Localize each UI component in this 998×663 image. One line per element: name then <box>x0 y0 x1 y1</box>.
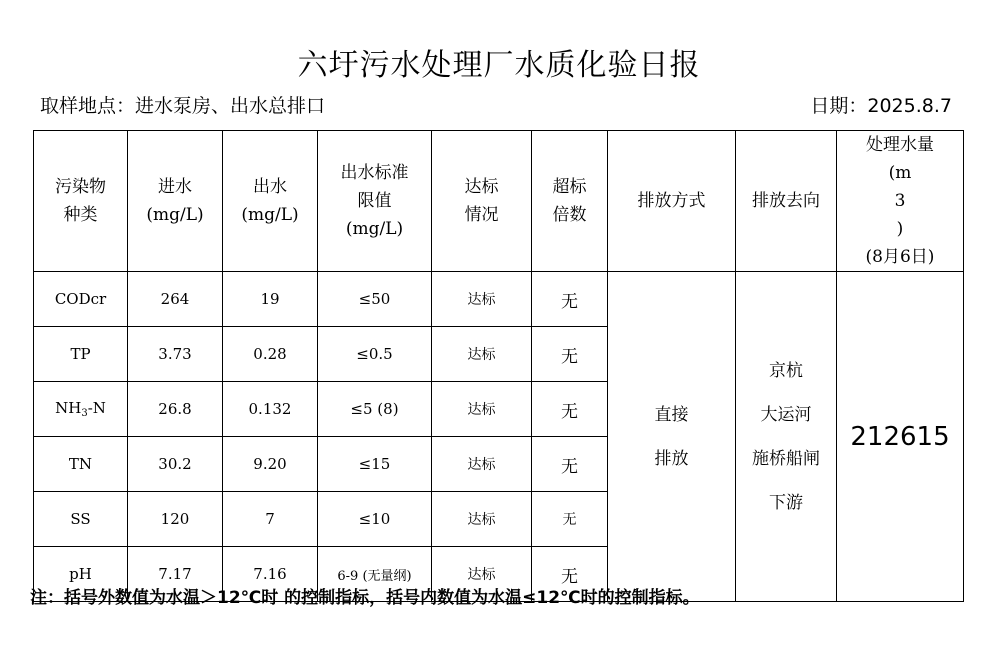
cell-status: 达标 <box>432 272 532 327</box>
cell-limit: 6-9 (无量纲) <box>318 547 432 602</box>
cell-pollutant: CODcr <box>34 272 128 327</box>
cell-status: 达标 <box>432 327 532 382</box>
cell-influent: 3.73 <box>128 327 223 382</box>
direction-text: 大运河 <box>760 404 812 425</box>
header-compliance <box>432 131 532 272</box>
report-date: 日期：2025.8.7 <box>810 95 952 117</box>
direction-text: 京杭 <box>769 360 803 381</box>
cell-status: 达标 <box>432 382 532 437</box>
cell-limit: ≤5 (8) <box>318 382 432 437</box>
method-text: 排放 <box>654 448 689 469</box>
cell-exceed: 无 <box>532 272 608 327</box>
cell-pollutant: pH <box>34 547 128 602</box>
cell-limit: ≤15 <box>318 437 432 492</box>
header-text: 限值 <box>357 191 392 211</box>
cell-exceed: 无 <box>532 492 608 547</box>
header-pollutant <box>34 131 128 272</box>
cell-pollutant <box>34 382 128 437</box>
cell-exceed: 无 <box>532 327 608 382</box>
header-exceed <box>532 131 608 272</box>
header-volume <box>837 131 964 272</box>
header-text: 情况 <box>464 205 499 225</box>
cell-influent: 26.8 <box>128 382 223 437</box>
header-text: 处理水量 <box>866 135 934 155</box>
pollutant-subscript: 3 <box>81 408 88 419</box>
header-text: 达标 <box>464 177 499 197</box>
cell-limit: ≤0.5 <box>318 327 432 382</box>
cell-influent: 7.17 <box>128 547 223 602</box>
cell-exceed: 无 <box>532 547 608 602</box>
pollutant-text: NH <box>55 399 82 417</box>
header-row <box>34 131 964 272</box>
header-text: 种类 <box>63 205 98 225</box>
header-discharge-direction: 排放去向 <box>736 131 837 272</box>
cell-effluent: 0.132 <box>223 382 318 437</box>
header-effluent <box>223 131 318 272</box>
header-text: 污染物 <box>55 177 106 197</box>
header-discharge-method: 排放方式 <box>608 131 736 272</box>
header-date: (8月6日) <box>865 247 935 267</box>
cell-pollutant: SS <box>34 492 128 547</box>
header-text: 出水 <box>253 177 287 197</box>
header-text: (mg/L) <box>345 219 404 239</box>
cell-status: 达标 <box>432 492 532 547</box>
unit-superscript: 3 <box>894 191 906 211</box>
cell-pollutant: TN <box>34 437 128 492</box>
cell-discharge-direction <box>736 272 837 602</box>
cell-limit: ≤50 <box>318 272 432 327</box>
direction-text: 下游 <box>769 492 803 513</box>
header-limit <box>318 131 432 272</box>
cell-exceed: 无 <box>532 437 608 492</box>
cell-effluent: 0.28 <box>223 327 318 382</box>
sampling-location: 取样地点：进水泵房、出水总排口 <box>40 95 326 117</box>
report-title: 六圩污水处理厂水质化验日报 <box>297 48 701 83</box>
cell-status: 达标 <box>432 437 532 492</box>
header-text: 超标 <box>552 177 587 197</box>
header-unit <box>837 159 963 243</box>
pollutant-text: -N <box>87 399 106 417</box>
water-quality-table <box>33 130 964 602</box>
cell-limit: ≤10 <box>318 492 432 547</box>
header-influent <box>128 131 223 272</box>
cell-effluent: 7.16 <box>223 547 318 602</box>
header-text: (mg/L) <box>241 205 299 225</box>
cell-volume: 212615 <box>837 272 964 602</box>
table-row <box>34 272 964 327</box>
cell-effluent: 7 <box>223 492 318 547</box>
header-text: 出水标准 <box>340 163 409 183</box>
cell-effluent: 19 <box>223 272 318 327</box>
cell-status: 达标 <box>432 547 532 602</box>
unit-text: (m <box>888 163 912 183</box>
footnote: 注：括号外数值为水温＞12℃时 的控制指标，括号内数值为水温≤12℃时的控制指标。 <box>30 588 700 608</box>
direction-text: 施桥船闸 <box>752 448 820 469</box>
cell-pollutant: TP <box>34 327 128 382</box>
header-text: 倍数 <box>552 205 587 225</box>
header-text: 进水 <box>158 177 192 197</box>
cell-discharge-method <box>608 272 736 602</box>
cell-exceed: 无 <box>532 382 608 437</box>
cell-influent: 120 <box>128 492 223 547</box>
header-text: (mg/L) <box>146 205 204 225</box>
cell-influent: 264 <box>128 272 223 327</box>
unit-text: ) <box>896 219 904 239</box>
cell-effluent: 9.20 <box>223 437 318 492</box>
cell-influent: 30.2 <box>128 437 223 492</box>
method-text: 直接 <box>654 404 689 425</box>
